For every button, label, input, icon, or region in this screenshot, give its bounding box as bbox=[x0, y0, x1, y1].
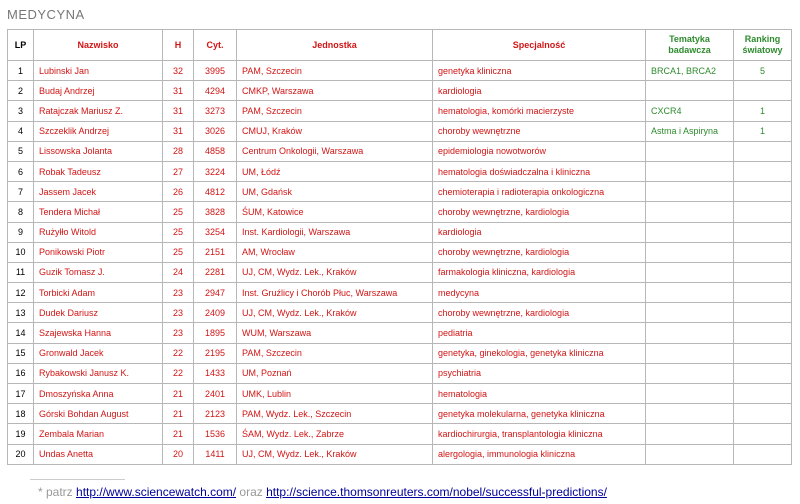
cell-specialty: pediatria bbox=[433, 323, 646, 343]
cell-citations: 2401 bbox=[194, 384, 237, 404]
cell-h-index: 31 bbox=[163, 81, 194, 101]
cell-lp: 4 bbox=[8, 121, 34, 141]
cell-research-topic bbox=[646, 384, 734, 404]
cell-unit: UM, Poznań bbox=[237, 363, 433, 383]
cell-research-topic bbox=[646, 202, 734, 222]
cell-research-topic bbox=[646, 424, 734, 444]
cell-unit: WUM, Warszawa bbox=[237, 323, 433, 343]
table-header-row bbox=[8, 30, 792, 61]
cell-world-ranking bbox=[734, 222, 792, 242]
cell-lp: 1 bbox=[8, 61, 34, 81]
cell-world-ranking: 5 bbox=[734, 61, 792, 81]
cell-citations: 2409 bbox=[194, 303, 237, 323]
cell-name: Ratajczak Mariusz Z. bbox=[34, 101, 163, 121]
cell-name: Undas Anetta bbox=[34, 444, 163, 464]
cell-specialty: epidemiologia nowotworów bbox=[433, 141, 646, 161]
cell-world-ranking bbox=[734, 141, 792, 161]
cell-research-topic bbox=[646, 222, 734, 242]
cell-citations: 3224 bbox=[194, 161, 237, 181]
cell-name: Szajewska Hanna bbox=[34, 323, 163, 343]
cell-name: Robak Tadeusz bbox=[34, 161, 163, 181]
cell-lp: 10 bbox=[8, 242, 34, 262]
cell-world-ranking bbox=[734, 202, 792, 222]
cell-h-index: 27 bbox=[163, 161, 194, 181]
cell-specialty: hematologia doświadczalna i kliniczna bbox=[433, 161, 646, 181]
cell-citations: 3026 bbox=[194, 121, 237, 141]
cell-world-ranking bbox=[734, 384, 792, 404]
cell-citations: 1433 bbox=[194, 363, 237, 383]
table-row bbox=[8, 81, 792, 101]
table-row bbox=[8, 61, 792, 81]
cell-lp: 2 bbox=[8, 81, 34, 101]
table-row bbox=[8, 121, 792, 141]
cell-research-topic bbox=[646, 404, 734, 424]
cell-unit: PAM, Wydz. Lek., Szczecin bbox=[237, 404, 433, 424]
cell-specialty: genetyka kliniczna bbox=[433, 61, 646, 81]
cell-name: Guzik Tomasz J. bbox=[34, 262, 163, 282]
cell-lp: 11 bbox=[8, 262, 34, 282]
cell-world-ranking bbox=[734, 283, 792, 303]
cell-research-topic bbox=[646, 283, 734, 303]
cell-citations: 2281 bbox=[194, 262, 237, 282]
table-row bbox=[8, 444, 792, 464]
cell-citations: 2151 bbox=[194, 242, 237, 262]
table-row bbox=[8, 141, 792, 161]
cell-lp: 19 bbox=[8, 424, 34, 444]
cell-citations: 4812 bbox=[194, 182, 237, 202]
section-title: MEDYCYNA bbox=[7, 7, 85, 22]
footnote bbox=[38, 485, 607, 499]
cell-name: Tendera Michał bbox=[34, 202, 163, 222]
cell-world-ranking bbox=[734, 323, 792, 343]
header-name: Nazwisko bbox=[34, 30, 163, 61]
cell-h-index: 21 bbox=[163, 384, 194, 404]
footnote-prefix: * patrz bbox=[38, 485, 77, 499]
cell-research-topic bbox=[646, 444, 734, 464]
cell-world-ranking bbox=[734, 161, 792, 181]
cell-unit: UM, Łódź bbox=[237, 161, 433, 181]
cell-name: Dmoszyńska Anna bbox=[34, 384, 163, 404]
cell-unit: ŚAM, Wydz. Lek., Zabrze bbox=[237, 424, 433, 444]
ranking-table bbox=[7, 29, 792, 465]
cell-lp: 17 bbox=[8, 384, 34, 404]
cell-specialty: kardiochirurgia, transplantologia kliniczna bbox=[433, 424, 646, 444]
cell-world-ranking bbox=[734, 182, 792, 202]
cell-world-ranking bbox=[734, 424, 792, 444]
cell-specialty: kardiologia bbox=[433, 222, 646, 242]
cell-lp: 12 bbox=[8, 283, 34, 303]
cell-h-index: 28 bbox=[163, 141, 194, 161]
cell-specialty: chemioterapia i radioterapia onkologiczna bbox=[433, 182, 646, 202]
cell-lp: 18 bbox=[8, 404, 34, 424]
table-row bbox=[8, 161, 792, 181]
cell-name: Rybakowski Janusz K. bbox=[34, 363, 163, 383]
cell-specialty: kardiologia bbox=[433, 81, 646, 101]
cell-research-topic bbox=[646, 343, 734, 363]
cell-name: Gronwald Jacek bbox=[34, 343, 163, 363]
cell-unit: PAM, Szczecin bbox=[237, 343, 433, 363]
cell-citations: 2123 bbox=[194, 404, 237, 424]
cell-name: Ponikowski Piotr bbox=[34, 242, 163, 262]
cell-specialty: choroby wewnętrzne, kardiologia bbox=[433, 242, 646, 262]
cell-lp: 20 bbox=[8, 444, 34, 464]
header-specialty: Specjalność bbox=[433, 30, 646, 61]
table-row bbox=[8, 424, 792, 444]
cell-citations: 4858 bbox=[194, 141, 237, 161]
cell-h-index: 32 bbox=[163, 61, 194, 81]
cell-lp: 16 bbox=[8, 363, 34, 383]
cell-unit: UJ, CM, Wydz. Lek., Kraków bbox=[237, 262, 433, 282]
cell-name: Jassem Jacek bbox=[34, 182, 163, 202]
cell-h-index: 31 bbox=[163, 101, 194, 121]
cell-specialty: choroby wewnętrzne, kardiologia bbox=[433, 202, 646, 222]
cell-research-topic bbox=[646, 303, 734, 323]
cell-research-topic bbox=[646, 81, 734, 101]
cell-h-index: 20 bbox=[163, 444, 194, 464]
cell-name: Rużyłło Witold bbox=[34, 222, 163, 242]
cell-h-index: 22 bbox=[163, 363, 194, 383]
cell-h-index: 23 bbox=[163, 323, 194, 343]
cell-research-topic: BRCA1, BRCA2 bbox=[646, 61, 734, 81]
sciencewatch-link[interactable]: http://www.sciencewatch.com/ bbox=[76, 485, 237, 499]
cell-research-topic bbox=[646, 161, 734, 181]
cell-name: Torbicki Adam bbox=[34, 283, 163, 303]
footnote-divider bbox=[30, 479, 125, 480]
thomsonreuters-link[interactable]: http://science.thomsonreuters.com/nobel/successful-predictions/ bbox=[266, 485, 607, 499]
cell-world-ranking bbox=[734, 242, 792, 262]
cell-unit: UM, Gdańsk bbox=[237, 182, 433, 202]
cell-specialty: alergologia, immunologia kliniczna bbox=[433, 444, 646, 464]
table-row bbox=[8, 202, 792, 222]
cell-citations: 2947 bbox=[194, 283, 237, 303]
header-unit: Jednostka bbox=[237, 30, 433, 61]
cell-citations: 3273 bbox=[194, 101, 237, 121]
cell-world-ranking bbox=[734, 262, 792, 282]
cell-h-index: 25 bbox=[163, 242, 194, 262]
cell-world-ranking: 1 bbox=[734, 101, 792, 121]
cell-h-index: 31 bbox=[163, 121, 194, 141]
cell-research-topic bbox=[646, 262, 734, 282]
header-lp: LP bbox=[8, 30, 34, 61]
cell-lp: 9 bbox=[8, 222, 34, 242]
cell-unit: UJ, CM, Wydz. Lek., Kraków bbox=[237, 303, 433, 323]
cell-world-ranking bbox=[734, 303, 792, 323]
cell-h-index: 25 bbox=[163, 222, 194, 242]
cell-name: Lubinski Jan bbox=[34, 61, 163, 81]
cell-citations: 1895 bbox=[194, 323, 237, 343]
cell-specialty: genetyka molekularna, genetyka kliniczna bbox=[433, 404, 646, 424]
cell-specialty: medycyna bbox=[433, 283, 646, 303]
cell-specialty: choroby wewnętrzne, kardiologia bbox=[433, 303, 646, 323]
cell-unit: CMKP, Warszawa bbox=[237, 81, 433, 101]
cell-specialty: hematologia bbox=[433, 384, 646, 404]
header-h-index: H bbox=[163, 30, 194, 61]
table-row bbox=[8, 384, 792, 404]
cell-h-index: 22 bbox=[163, 343, 194, 363]
cell-h-index: 23 bbox=[163, 303, 194, 323]
cell-h-index: 21 bbox=[163, 404, 194, 424]
cell-lp: 8 bbox=[8, 202, 34, 222]
cell-specialty: farmakologia kliniczna, kardiologia bbox=[433, 262, 646, 282]
table-row bbox=[8, 182, 792, 202]
cell-world-ranking bbox=[734, 404, 792, 424]
cell-lp: 14 bbox=[8, 323, 34, 343]
cell-h-index: 26 bbox=[163, 182, 194, 202]
cell-lp: 7 bbox=[8, 182, 34, 202]
cell-research-topic: CXCR4 bbox=[646, 101, 734, 121]
cell-name: Szczeklik Andrzej bbox=[34, 121, 163, 141]
cell-research-topic bbox=[646, 363, 734, 383]
table-row bbox=[8, 222, 792, 242]
cell-h-index: 25 bbox=[163, 202, 194, 222]
cell-world-ranking bbox=[734, 363, 792, 383]
cell-research-topic bbox=[646, 323, 734, 343]
table-row bbox=[8, 283, 792, 303]
cell-lp: 15 bbox=[8, 343, 34, 363]
cell-lp: 13 bbox=[8, 303, 34, 323]
table-row bbox=[8, 262, 792, 282]
table-row bbox=[8, 323, 792, 343]
cell-h-index: 21 bbox=[163, 424, 194, 444]
cell-lp: 3 bbox=[8, 101, 34, 121]
cell-name: Budaj Andrzej bbox=[34, 81, 163, 101]
cell-unit: CMUJ, Kraków bbox=[237, 121, 433, 141]
cell-name: Dudek Dariusz bbox=[34, 303, 163, 323]
cell-research-topic bbox=[646, 242, 734, 262]
cell-citations: 1536 bbox=[194, 424, 237, 444]
table-row bbox=[8, 303, 792, 323]
cell-unit: AM, Wrocław bbox=[237, 242, 433, 262]
cell-h-index: 24 bbox=[163, 262, 194, 282]
cell-name: Lissowska Jolanta bbox=[34, 141, 163, 161]
cell-specialty: hematologia, komórki macierzyste bbox=[433, 101, 646, 121]
cell-lp: 6 bbox=[8, 161, 34, 181]
cell-lp: 5 bbox=[8, 141, 34, 161]
cell-citations: 3254 bbox=[194, 222, 237, 242]
cell-h-index: 23 bbox=[163, 283, 194, 303]
table-row bbox=[8, 101, 792, 121]
cell-unit: Inst. Kardiologii, Warszawa bbox=[237, 222, 433, 242]
cell-citations: 3828 bbox=[194, 202, 237, 222]
cell-unit: PAM, Szczecin bbox=[237, 61, 433, 81]
cell-research-topic bbox=[646, 182, 734, 202]
cell-citations: 2195 bbox=[194, 343, 237, 363]
cell-unit: PAM, Szczecin bbox=[237, 101, 433, 121]
header-citations: Cyt. bbox=[194, 30, 237, 61]
cell-world-ranking bbox=[734, 81, 792, 101]
cell-unit: Centrum Onkologii, Warszawa bbox=[237, 141, 433, 161]
cell-specialty: choroby wewnętrzne bbox=[433, 121, 646, 141]
cell-name: Zembala Marian bbox=[34, 424, 163, 444]
table-row bbox=[8, 363, 792, 383]
header-research-topic: Tematyka badawcza bbox=[646, 30, 734, 61]
cell-unit: UJ, CM, Wydz. Lek., Kraków bbox=[237, 444, 433, 464]
table-row bbox=[8, 343, 792, 363]
cell-citations: 3995 bbox=[194, 61, 237, 81]
cell-citations: 4294 bbox=[194, 81, 237, 101]
cell-unit: UMK, Lublin bbox=[237, 384, 433, 404]
cell-world-ranking bbox=[734, 444, 792, 464]
cell-name: Górski Bohdan August bbox=[34, 404, 163, 424]
cell-research-topic: Astma i Aspiryna bbox=[646, 121, 734, 141]
header-world-ranking: Ranking światowy bbox=[734, 30, 792, 61]
table-row bbox=[8, 404, 792, 424]
footnote-middle: oraz bbox=[236, 485, 267, 499]
cell-research-topic bbox=[646, 141, 734, 161]
table-row bbox=[8, 242, 792, 262]
cell-unit: Inst. Gruźlicy i Chorób Płuc, Warszawa bbox=[237, 283, 433, 303]
cell-world-ranking bbox=[734, 343, 792, 363]
cell-citations: 1411 bbox=[194, 444, 237, 464]
cell-world-ranking: 1 bbox=[734, 121, 792, 141]
cell-specialty: genetyka, ginekologia, genetyka kliniczna bbox=[433, 343, 646, 363]
cell-unit: ŚUM, Katowice bbox=[237, 202, 433, 222]
cell-specialty: psychiatria bbox=[433, 363, 646, 383]
